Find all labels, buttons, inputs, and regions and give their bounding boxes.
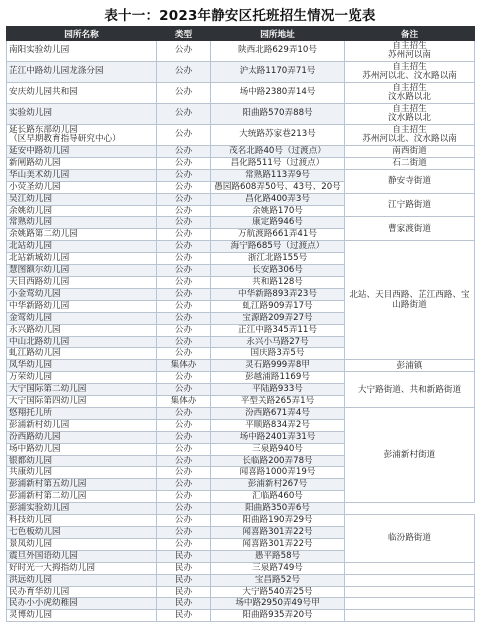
table-row — [7, 104, 475, 125]
cell-address: 愚园路608弄50号、43号、20号 — [211, 181, 345, 193]
cell-name — [7, 396, 157, 408]
cell-note — [345, 372, 475, 408]
cell-type: 公办 — [157, 312, 211, 324]
cell-line: 彭浦新村街道 — [383, 450, 436, 461]
cell-line: 彭浦实验幼儿园 — [9, 503, 70, 514]
cell-name — [7, 384, 157, 396]
cell-type: 公办 — [157, 193, 211, 205]
cell-line: 北站、天目西路、芷江西路、宝山路街道 — [349, 290, 470, 311]
cell-address: 愚平路58号 — [211, 550, 345, 562]
cell-address: 场中路2380弄14号 — [211, 83, 345, 104]
cell-type: 公办 — [157, 455, 211, 467]
cell-type: 公办 — [157, 324, 211, 336]
cell-address: 康定路946号 — [211, 217, 345, 229]
table-row — [7, 372, 475, 384]
cell-line: 常熟幼儿园 — [9, 217, 52, 228]
cell-line: 永兴路幼儿园 — [9, 324, 61, 335]
page-title: 表十一：2023年静安区托班招生情况一览表 — [104, 8, 376, 24]
table-row — [7, 241, 475, 253]
cell-address: 三泉路940号 — [211, 443, 345, 455]
cell-address: 浙江北路155号 — [211, 253, 345, 265]
cell-address: 宝昌路52号 — [211, 574, 345, 586]
cell-line: 南西街道 — [392, 146, 427, 157]
cell-note — [345, 41, 475, 62]
cell-address: 彭浦新村267号 — [211, 479, 345, 491]
cell-line: 银都幼儿园 — [9, 455, 52, 466]
cell-note — [345, 515, 475, 563]
cell-line: 凤华幼儿园 — [9, 360, 52, 371]
cell-note — [345, 157, 475, 169]
cell-note — [345, 598, 475, 610]
cell-name — [7, 265, 157, 277]
cell-type: 公办 — [157, 125, 211, 146]
cell-type: 公办 — [157, 300, 211, 312]
cell-address: 场中路2401弄31号 — [211, 431, 345, 443]
cell-line: 自主招生 — [392, 61, 427, 72]
cell-address: 大宁路540弄25号 — [211, 586, 345, 598]
cell-type: 民办 — [157, 586, 211, 598]
cell-line: 七色板幼儿园 — [9, 527, 61, 537]
cell-name — [7, 586, 157, 598]
cell-type: 公办 — [157, 241, 211, 253]
cell-line: 苏州河以北、汶水路以南 — [362, 134, 457, 144]
cell-address: 平型关路265弄1号 — [211, 396, 345, 408]
cell-line: 石二街道 — [392, 158, 427, 169]
cell-name — [7, 538, 157, 550]
cell-address: 余姚路170号 — [211, 205, 345, 217]
cell-line: 万荣幼儿园 — [9, 372, 52, 383]
cell-name — [7, 181, 157, 193]
header-address: 园所地址 — [211, 27, 345, 41]
header-name: 园所名称 — [7, 27, 157, 41]
cell-address: 汾西路671弄4号 — [211, 407, 345, 419]
cell-name — [7, 562, 157, 574]
cell-line: 慧图额尔幼儿园 — [9, 265, 70, 276]
cell-line: 余姚幼儿园 — [9, 205, 52, 216]
cell-type: 集体办 — [157, 360, 211, 372]
cell-type: 公办 — [157, 181, 211, 193]
cell-type: 公办 — [157, 491, 211, 503]
cell-line: 大宁国际第二幼儿园 — [9, 384, 87, 395]
table-body — [7, 41, 475, 622]
cell-line: 南阳实验幼儿园 — [9, 45, 70, 56]
cell-note — [345, 125, 475, 146]
cell-name — [7, 83, 157, 104]
cell-name — [7, 574, 157, 586]
cell-name — [7, 104, 157, 125]
cell-note — [345, 169, 475, 193]
cell-type: 公办 — [157, 146, 211, 158]
cell-name — [7, 217, 157, 229]
cell-line: 小荧圣幼儿园 — [9, 181, 61, 192]
cell-note — [345, 610, 475, 622]
cell-address: 平陆路933号 — [211, 384, 345, 396]
cell-address: 昌化路400弄3号 — [211, 193, 345, 205]
cell-address: 大统路苏家巷213号 — [211, 125, 345, 146]
cell-type: 公办 — [157, 169, 211, 181]
cell-line: 震旦外国语幼儿园 — [9, 550, 78, 561]
cell-name — [7, 288, 157, 300]
cell-type: 公办 — [157, 41, 211, 62]
cell-line: 苏州河以北、汶水路以南 — [362, 71, 457, 81]
table-row — [7, 515, 475, 527]
cell-name — [7, 62, 157, 83]
cell-type: 公办 — [157, 527, 211, 539]
cell-name — [7, 360, 157, 372]
cell-line: 天目西路幼儿园 — [9, 276, 70, 287]
cell-name — [7, 407, 157, 419]
cell-note — [345, 586, 475, 598]
cell-line: 延安中路幼儿园 — [9, 146, 70, 156]
cell-address: 中华新路893弄23号 — [211, 288, 345, 300]
cell-line: 北站新城幼儿园 — [9, 253, 70, 264]
cell-address: 阳曲路570弄88号 — [211, 104, 345, 125]
cell-type: 公办 — [157, 467, 211, 479]
cell-address: 彭越浦路1169号 — [211, 372, 345, 384]
cell-type: 公办 — [157, 62, 211, 83]
cell-type: 公办 — [157, 538, 211, 550]
cell-address: 汇临路460号 — [211, 491, 345, 503]
cell-address: 常熟路113弄9号 — [211, 169, 345, 181]
cell-type: 民办 — [157, 550, 211, 562]
cell-line: 民办育华幼儿园 — [9, 586, 70, 597]
table-row — [7, 169, 475, 181]
cell-type: 公办 — [157, 348, 211, 360]
cell-line: 小金莺幼儿园 — [9, 288, 61, 299]
cell-address: 沪太路1170弄71号 — [211, 62, 345, 83]
cell-name — [7, 527, 157, 539]
cell-name — [7, 169, 157, 181]
cell-address: 三泉路749号 — [211, 562, 345, 574]
cell-name — [7, 431, 157, 443]
cell-name — [7, 229, 157, 241]
cell-type: 公办 — [157, 205, 211, 217]
cell-line: 自主招生 — [392, 124, 427, 135]
cell-type: 民办 — [157, 562, 211, 574]
cell-name — [7, 157, 157, 169]
cell-type: 民办 — [157, 610, 211, 622]
cell-line: 洪远幼儿园 — [9, 574, 52, 585]
cell-note — [345, 217, 475, 241]
table-row — [7, 574, 475, 586]
table-row — [7, 146, 475, 158]
cell-name — [7, 372, 157, 384]
cell-line: 实验幼儿园 — [9, 108, 52, 119]
cell-address: 茂名北路40号（过渡点） — [211, 146, 345, 158]
kindergarten-table — [6, 26, 475, 622]
cell-address: 平顺路834弄2号 — [211, 419, 345, 431]
cell-type: 公办 — [157, 419, 211, 431]
table-row — [7, 41, 475, 62]
cell-line: 民办小小虎幼稚园 — [9, 598, 78, 609]
cell-name — [7, 276, 157, 288]
cell-name — [7, 598, 157, 610]
cell-type: 公办 — [157, 229, 211, 241]
cell-name — [7, 125, 157, 146]
cell-type: 公办 — [157, 83, 211, 104]
cell-address: 海宁路685号（过渡点） — [211, 241, 345, 253]
header-type: 类型 — [157, 27, 211, 41]
cell-address: 灵石路999弄8甲 — [211, 360, 345, 372]
cell-address: 闻喜路1000弄19号 — [211, 467, 345, 479]
cell-line: 芷江中路幼儿园龙涤分园 — [9, 66, 104, 77]
cell-note — [345, 193, 475, 217]
cell-line: 灵博幼儿园 — [9, 610, 52, 621]
cell-line: 苏州河以南 — [388, 50, 431, 60]
cell-line: 汾西路幼儿园 — [9, 431, 61, 442]
cell-line: 自主招生 — [392, 82, 427, 93]
cell-name — [7, 550, 157, 562]
cell-name — [7, 455, 157, 467]
cell-line: 自主招生 — [392, 40, 427, 51]
table-row — [7, 193, 475, 205]
cell-line: 华山美术幼儿园 — [9, 169, 70, 180]
cell-line: 场中路幼儿园 — [9, 443, 61, 454]
cell-line: 余姚路第二幼儿园 — [9, 229, 78, 240]
cell-address: 永兴小马路27号 — [211, 336, 345, 348]
cell-address: 闻喜路301弄22号 — [211, 527, 345, 539]
cell-line: 彭浦镇 — [396, 360, 423, 371]
cell-type: 公办 — [157, 515, 211, 527]
table-row — [7, 62, 475, 83]
cell-address: 场中路2950弄49号甲 — [211, 598, 345, 610]
cell-type: 公办 — [157, 336, 211, 348]
cell-name — [7, 419, 157, 431]
table-row — [7, 503, 475, 515]
table-row — [7, 125, 475, 146]
cell-name — [7, 443, 157, 455]
cell-address: 虬江路909弄17号 — [211, 300, 345, 312]
table-row — [7, 586, 475, 598]
table-row — [7, 562, 475, 574]
cell-address: 共和路128号 — [211, 276, 345, 288]
cell-type: 公办 — [157, 265, 211, 277]
cell-type: 公办 — [157, 431, 211, 443]
cell-address: 阳曲路350弄6号 — [211, 503, 345, 515]
cell-address: 正江中路345弄11号 — [211, 324, 345, 336]
cell-address: 万航渡路661弄41号 — [211, 229, 345, 241]
header-note: 备注 — [345, 27, 475, 41]
table-row — [7, 83, 475, 104]
cell-note — [345, 62, 475, 83]
cell-name — [7, 193, 157, 205]
cell-line: 悠翔托儿所 — [9, 407, 52, 418]
cell-name — [7, 491, 157, 503]
cell-name — [7, 241, 157, 253]
cell-line: 大宁国际第四幼儿园 — [9, 396, 87, 407]
cell-type: 公办 — [157, 104, 211, 125]
cell-line: 彭浦新村第五幼儿园 — [9, 479, 87, 490]
cell-name — [7, 610, 157, 622]
cell-address: 昌化路511号（过渡点） — [211, 157, 345, 169]
cell-line: 彭浦新村第二幼儿园 — [9, 491, 87, 502]
cell-type: 公办 — [157, 157, 211, 169]
cell-note — [345, 360, 475, 372]
cell-name — [7, 336, 157, 348]
cell-note — [345, 83, 475, 104]
cell-note — [345, 574, 475, 586]
cell-type: 公办 — [157, 217, 211, 229]
cell-line: 吴江幼儿园 — [9, 193, 52, 204]
cell-name — [7, 205, 157, 217]
cell-address: 宝源路209弄27号 — [211, 312, 345, 324]
cell-type: 公办 — [157, 407, 211, 419]
cell-line: 好时光一大拇指幼儿园 — [9, 562, 95, 573]
cell-line: 曹家渡街道 — [388, 223, 431, 234]
cell-address: 长安路306号 — [211, 265, 345, 277]
table-header-row — [7, 27, 475, 41]
cell-line: 安庆幼儿园共和园 — [9, 87, 78, 98]
cell-line: 新闸路幼儿园 — [9, 157, 61, 168]
cell-type: 公办 — [157, 479, 211, 491]
cell-line: 自主招生 — [392, 103, 427, 114]
cell-note — [345, 407, 475, 502]
cell-type: 集体办 — [157, 396, 211, 408]
cell-type: 公办 — [157, 384, 211, 396]
cell-note — [345, 104, 475, 125]
cell-name — [7, 312, 157, 324]
cell-line: 静安寺街道 — [388, 176, 431, 187]
cell-line: 延长路东部幼儿园 — [9, 124, 78, 135]
cell-name — [7, 324, 157, 336]
table-row — [7, 157, 475, 169]
cell-name — [7, 503, 157, 515]
cell-address: 阳曲路190弄29号 — [211, 515, 345, 527]
cell-note — [345, 146, 475, 158]
cell-type: 公办 — [157, 503, 211, 515]
cell-name — [7, 348, 157, 360]
table-row — [7, 598, 475, 610]
cell-type: 民办 — [157, 598, 211, 610]
cell-note — [345, 562, 475, 574]
cell-line: 临汾路街道 — [388, 533, 431, 544]
cell-name — [7, 479, 157, 491]
table-row — [7, 360, 475, 372]
cell-type: 公办 — [157, 253, 211, 265]
cell-address: 阳曲路935弄20号 — [211, 610, 345, 622]
cell-name — [7, 300, 157, 312]
cell-address: 闻喜路301弄22号 — [211, 538, 345, 550]
cell-address: 陕西北路629弄10号 — [211, 41, 345, 62]
cell-line: 共康幼儿园 — [9, 467, 52, 478]
cell-line: 汶水路以北 — [388, 113, 431, 123]
cell-name — [7, 515, 157, 527]
cell-type: 公办 — [157, 288, 211, 300]
cell-name — [7, 41, 157, 62]
table-row — [7, 407, 475, 419]
table-row — [7, 610, 475, 622]
cell-type: 民办 — [157, 574, 211, 586]
table-row — [7, 217, 475, 229]
cell-line: 彭浦新村幼儿园 — [9, 419, 70, 430]
cell-address: 国庆路3弄5号 — [211, 348, 345, 360]
cell-line: 中华新路幼儿园 — [9, 300, 70, 311]
cell-type: 公办 — [157, 276, 211, 288]
cell-line: （区早期教育指导研究中心） — [9, 134, 121, 144]
cell-type: 公办 — [157, 372, 211, 384]
cell-name — [7, 253, 157, 265]
cell-line: 虬江路幼儿园 — [9, 348, 61, 359]
cell-note — [345, 241, 475, 360]
cell-line: 金莺幼儿园 — [9, 312, 52, 323]
cell-line: 汶水路以北 — [388, 92, 431, 102]
cell-address: 长临路200弄78号 — [211, 455, 345, 467]
cell-line: 景凤幼儿园 — [9, 538, 52, 549]
cell-line: 北站幼儿园 — [9, 241, 52, 252]
cell-line: 中山北路幼儿园 — [9, 336, 70, 347]
cell-line: 江宁路街道 — [388, 200, 431, 211]
cell-line: 大宁路街道、共和新路街道 — [357, 384, 462, 395]
cell-name — [7, 467, 157, 479]
cell-line: 科技幼儿园 — [9, 515, 52, 526]
cell-type: 公办 — [157, 443, 211, 455]
cell-name — [7, 146, 157, 158]
